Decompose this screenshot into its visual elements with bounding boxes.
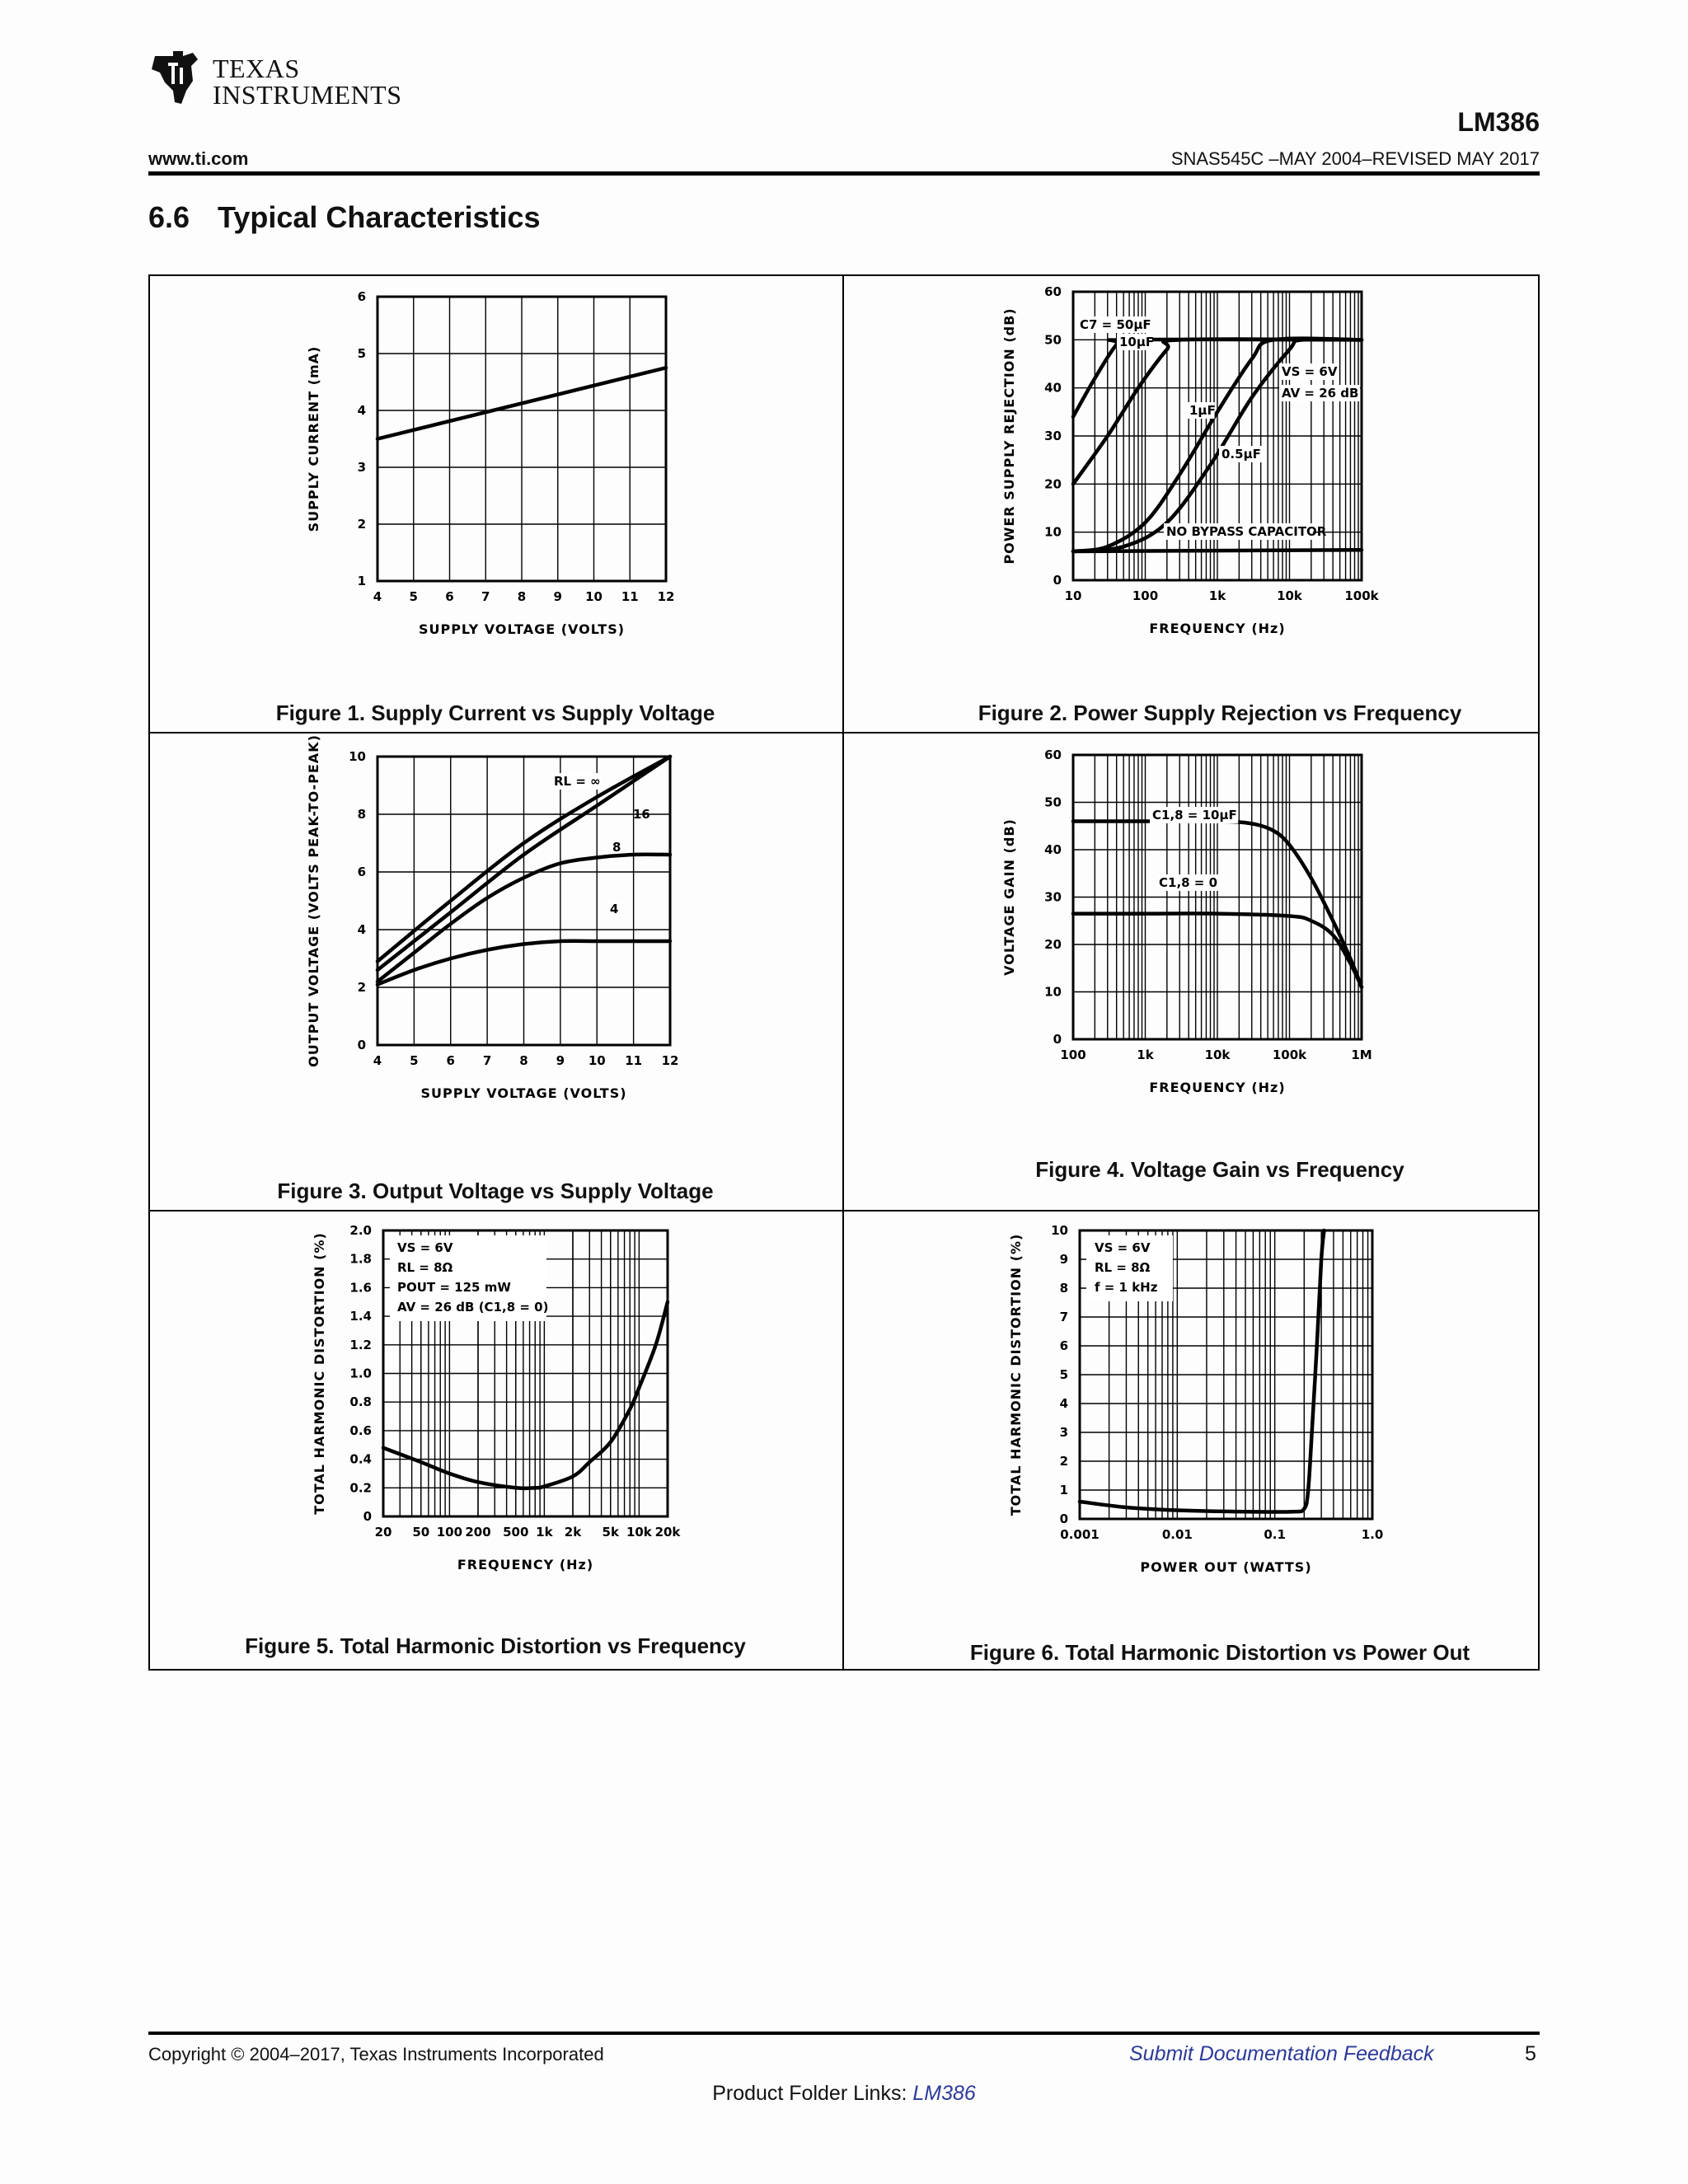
y-tick-label: 0.4 (349, 1451, 372, 1467)
section-number: 6.6 (148, 200, 190, 234)
x-tick-label: 100 (1060, 1047, 1086, 1062)
y-tick-label: 0.8 (349, 1394, 372, 1410)
page-number: 5 (1525, 2042, 1536, 2065)
x-tick-label: 100k (1272, 1047, 1307, 1062)
x-tick-label: 11 (625, 1053, 643, 1068)
y-tick-label: 4 (357, 922, 366, 937)
annotation-label: VS = 6V (1282, 364, 1338, 379)
annotation-label: NO BYPASS CAPACITOR (1166, 524, 1327, 539)
submit-feedback-link[interactable]: Submit Documentation Feedback (1129, 2042, 1434, 2065)
y-tick-label: 8 (1059, 1281, 1068, 1296)
y-tick-label: 4 (1059, 1396, 1068, 1411)
section-heading (148, 200, 541, 235)
site-url-link[interactable]: www.ti.com (148, 148, 249, 169)
grid-divider-row-1 (150, 732, 1538, 733)
part-number: LM386 (1457, 107, 1540, 137)
x-tick-label: 0.01 (1161, 1527, 1193, 1542)
y-axis-title: TOTAL HARMONIC DISTORTION (%) (1008, 1233, 1024, 1516)
x-tick-label: 8 (517, 589, 527, 604)
annotation-label: VS = 6V (397, 1240, 453, 1255)
y-tick-label: 1.6 (349, 1280, 372, 1296)
y-tick-label: 30 (1044, 429, 1062, 443)
annotation-label: 16 (633, 807, 650, 822)
x-tick-label: 9 (553, 589, 562, 604)
ti-logo[interactable] (148, 48, 412, 114)
y-tick-label: 10 (349, 749, 366, 764)
y-tick-label: 0 (1059, 1511, 1068, 1526)
chart-thd-vs-power-out (989, 1216, 1401, 1595)
x-tick-label: 4 (373, 1053, 382, 1068)
y-tick-label: 10 (1051, 1223, 1068, 1238)
x-tick-label: 10k (1204, 1047, 1231, 1062)
y-tick-label: 50 (1044, 332, 1062, 348)
chart-thd-vs-frequency (297, 1216, 725, 1595)
x-axis-title: SUPPLY VOLTAGE (VOLTS) (418, 621, 626, 637)
x-axis-title: FREQUENCY (Hz) (457, 1557, 594, 1572)
x-tick-label: 12 (657, 589, 675, 604)
y-tick-label: 1.4 (349, 1309, 372, 1324)
x-tick-label: 100 (1132, 588, 1159, 603)
y-tick-label: 10 (1044, 524, 1062, 540)
copyright-text: Copyright © 2004–2017, Texas Instruments Incorporated (148, 2044, 604, 2064)
y-axis-title: TOTAL HARMONIC DISTORTION (%) (312, 1232, 327, 1515)
x-tick-label: 10k (626, 1525, 652, 1540)
x-tick-label: 7 (481, 589, 490, 604)
chart-voltage-gain (989, 740, 1401, 1111)
y-tick-label: 5 (1059, 1367, 1068, 1382)
product-folder-label: Product Folder Links: (712, 2082, 913, 2105)
x-tick-label: 1M (1351, 1047, 1372, 1062)
annotation-label: 0.5μF (1221, 447, 1261, 462)
x-axis-title: FREQUENCY (Hz) (1149, 1080, 1286, 1095)
chart-power-supply-rejection (989, 279, 1401, 658)
y-tick-label: 0 (363, 1509, 372, 1524)
y-tick-label: 2 (357, 517, 366, 532)
x-tick-label: 1k (1208, 588, 1226, 603)
x-tick-label: 12 (661, 1053, 679, 1068)
y-tick-label: 30 (1044, 889, 1062, 905)
annotation-label: 10μF (1119, 335, 1155, 349)
figure-5-caption: Figure 5. Total Harmonic Distortion vs Frequency (245, 1633, 746, 1658)
annotation-label: C1,8 = 10μF (1152, 808, 1237, 823)
x-tick-label: 0.1 (1264, 1527, 1286, 1542)
y-tick-label: 6 (1059, 1338, 1068, 1353)
annotation-label: C7 = 50μF (1080, 317, 1151, 332)
annotation-label: AV = 26 dB (1282, 386, 1359, 401)
x-tick-label: 2k (564, 1525, 582, 1540)
y-tick-label: 40 (1044, 842, 1062, 857)
annotation-label: 8 (612, 840, 621, 855)
x-tick-label: 10k (1277, 588, 1302, 603)
y-tick-label: 1.0 (349, 1366, 372, 1381)
annotation-label: 4 (610, 902, 619, 916)
annotation-label: C1,8 = 0 (1159, 875, 1218, 890)
y-tick-label: 2 (357, 980, 366, 995)
x-axis-title: FREQUENCY (Hz) (1149, 621, 1286, 636)
annotation-label: AV = 26 dB (C1,8 = 0) (397, 1300, 549, 1315)
y-tick-label: 1 (357, 574, 366, 588)
figure-3-caption: Figure 3. Output Voltage vs Supply Voltage (277, 1179, 714, 1203)
y-tick-label: 0.6 (349, 1422, 372, 1438)
y-tick-label: 1.2 (349, 1337, 372, 1352)
annotation-label: RL = 8Ω (1095, 1260, 1151, 1275)
y-axis-title: POWER SUPPLY REJECTION (dB) (1001, 307, 1017, 565)
chart-supply-current (297, 279, 725, 658)
product-folder-link[interactable]: LM386 (912, 2082, 976, 2105)
y-tick-label: 50 (1044, 794, 1062, 810)
y-tick-label: 2.0 (349, 1223, 372, 1238)
section-title: Typical Characteristics (218, 200, 541, 234)
y-axis-title: SUPPLY CURRENT (mA) (306, 345, 321, 532)
y-tick-label: 4 (357, 403, 366, 418)
chart-output-voltage (297, 734, 725, 1127)
x-tick-label: 20 (374, 1525, 392, 1540)
x-tick-label: 20k (654, 1525, 681, 1540)
logo-line-1: TEXAS (213, 54, 300, 83)
logo-line-2: INSTRUMENTS (213, 80, 402, 110)
x-tick-label: 1k (536, 1525, 553, 1540)
x-tick-label: 200 (465, 1525, 491, 1540)
y-axis-title: VOLTAGE GAIN (dB) (1001, 818, 1017, 976)
y-tick-label: 0 (357, 1038, 366, 1052)
grid-divider-vertical (842, 274, 844, 1671)
figure-2-caption: Figure 2. Power Supply Rejection vs Frequency (978, 701, 1462, 725)
fig4-grid (1073, 755, 1362, 1039)
x-tick-label: 50 (412, 1525, 430, 1540)
y-axis-title: OUTPUT VOLTAGE (VOLTS PEAK-TO-PEAK) (306, 734, 321, 1067)
figure-4-caption: Figure 4. Voltage Gain vs Frequency (1035, 1157, 1404, 1182)
x-tick-label: 6 (446, 1053, 455, 1068)
y-tick-label: 40 (1044, 380, 1062, 396)
y-tick-label: 6 (357, 865, 366, 879)
x-tick-label: 10 (1064, 588, 1082, 603)
x-tick-label: 5k (602, 1525, 619, 1540)
annotation-label: VS = 6V (1095, 1240, 1151, 1255)
annotation-label: f = 1 kHz (1095, 1280, 1158, 1295)
ti-logo-icon (148, 48, 206, 107)
y-tick-label: 7 (1059, 1310, 1068, 1324)
annotation-label: POUT = 125 mW (397, 1280, 511, 1295)
header-rule (148, 171, 1540, 176)
x-tick-label: 10 (588, 1053, 606, 1068)
y-tick-label: 2 (1059, 1454, 1068, 1469)
x-tick-label: 1.0 (1361, 1527, 1384, 1542)
fig3-grid (377, 757, 670, 1045)
y-tick-label: 6 (357, 289, 366, 304)
product-folder-links (0, 2082, 1688, 2106)
y-tick-label: 3 (1059, 1425, 1068, 1440)
x-tick-label: 5 (410, 1053, 419, 1068)
x-tick-label: 1k (1137, 1047, 1154, 1062)
x-tick-label: 11 (621, 589, 639, 604)
y-tick-label: 20 (1044, 937, 1062, 952)
y-tick-label: 0 (1053, 1032, 1062, 1047)
x-tick-label: 5 (409, 589, 418, 604)
x-tick-label: 4 (373, 589, 382, 604)
figure-1-caption: Figure 1. Supply Current vs Supply Voltage (275, 701, 715, 725)
fig1-grid (377, 297, 666, 581)
x-axis-title: SUPPLY VOLTAGE (VOLTS) (420, 1085, 627, 1101)
x-tick-label: 7 (482, 1053, 492, 1068)
y-tick-label: 1.8 (349, 1251, 372, 1267)
x-tick-label: 0.001 (1060, 1527, 1100, 1542)
x-tick-label: 8 (519, 1053, 528, 1068)
x-axis-title: POWER OUT (WATTS) (1140, 1559, 1312, 1575)
y-tick-label: 9 (1059, 1252, 1068, 1267)
y-tick-label: 1 (1059, 1483, 1068, 1497)
annotation-label: 1μF (1189, 403, 1216, 418)
y-tick-label: 20 (1044, 476, 1062, 492)
x-tick-label: 9 (556, 1053, 565, 1068)
y-tick-label: 0.2 (349, 1480, 372, 1496)
x-tick-label: 6 (445, 589, 454, 604)
annotation-label: RL = ∞ (554, 774, 601, 789)
series-line-5 (1073, 550, 1362, 551)
x-tick-label: 10 (585, 589, 603, 604)
y-tick-label: 8 (357, 807, 366, 822)
y-tick-label: 5 (357, 346, 366, 361)
x-tick-label: 500 (503, 1525, 529, 1540)
document-revision: SNAS545C –MAY 2004–REVISED MAY 2017 (1170, 148, 1540, 169)
y-tick-label: 60 (1044, 284, 1062, 299)
x-tick-label: 100 (436, 1525, 463, 1540)
y-tick-label: 0 (1053, 573, 1062, 588)
annotation-label: RL = 8Ω (397, 1260, 453, 1275)
footer-rule (148, 2032, 1540, 2035)
y-tick-label: 60 (1044, 748, 1062, 762)
x-tick-label: 100k (1344, 588, 1379, 603)
y-tick-label: 10 (1044, 984, 1062, 1000)
grid-divider-row-2 (150, 1210, 1538, 1212)
figure-6-caption: Figure 6. Total Harmonic Distortion vs Power Out (969, 1640, 1470, 1665)
y-tick-label: 3 (357, 460, 366, 475)
